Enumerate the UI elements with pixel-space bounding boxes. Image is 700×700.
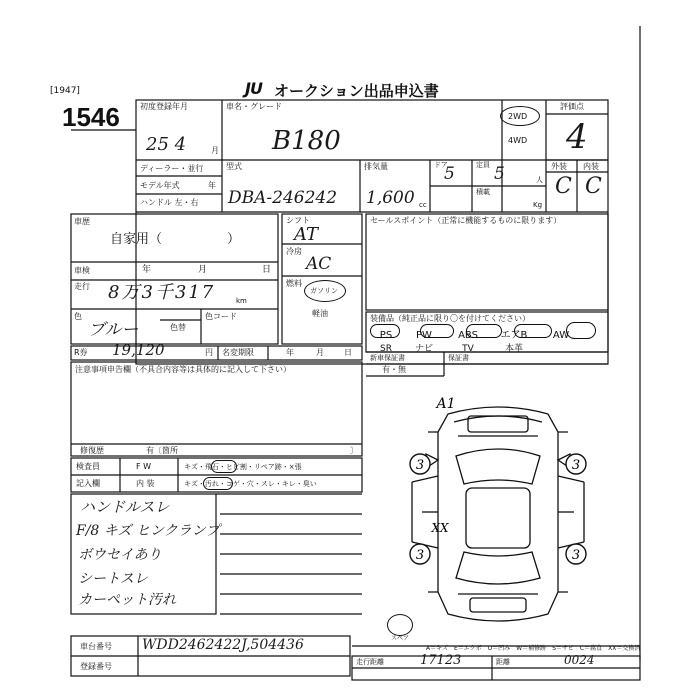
color-label: 色 (74, 312, 82, 321)
entry-label: 記入欄 (76, 479, 100, 488)
tire-mark-rr: 3 (571, 548, 581, 563)
recycle-label: R券 (74, 348, 88, 357)
capacity-label: 定員 (476, 161, 490, 169)
interior-options: キズ・汚れ・コゲ・穴・スレ・キレ・臭い (184, 480, 317, 488)
chassis-label: 車台番号 (80, 642, 112, 651)
recall-label: 新車保証書 (370, 354, 405, 362)
dealer-label: ディーラー・並行 (140, 164, 204, 173)
cooler-value: AC (306, 254, 332, 274)
equip-pw: PW (416, 330, 432, 341)
repair-value: 有〔箇所 (146, 446, 178, 455)
doors-value: 5 (444, 164, 455, 184)
equip-airbag: エアB (500, 330, 528, 341)
odometer-label: 走行距離 (356, 658, 384, 666)
year-value: 0024 (564, 653, 595, 667)
odometer-value: 17123 (420, 653, 462, 668)
fw-options: キズ・飛石・ヒビ割・リペア跡・×張 (184, 463, 302, 471)
fw-label: F W (136, 462, 152, 471)
inspection-year: 年 (142, 265, 152, 275)
equipment-row2 (370, 341, 538, 354)
doc-code: [1947] (50, 86, 80, 96)
model-year-unit: 年 (208, 181, 216, 190)
model-year-label: モデル年式 (140, 181, 180, 190)
fw-chip-circle (211, 460, 237, 473)
fuel-circle (304, 280, 346, 302)
equip-airbag-circle (514, 324, 552, 338)
drive-2wd-circle (500, 106, 540, 126)
remark-line-2: F/8 キズ ヒンクランプ (76, 523, 220, 539)
remark-line-4: シートスレ (78, 571, 148, 587)
registration-label: 登録番号 (80, 662, 112, 671)
spare-label: スペア (391, 635, 410, 642)
equip-tv: TV (462, 344, 474, 354)
score-value: 4 (566, 117, 588, 157)
recycle-value: 19,120 (112, 341, 165, 359)
score-label: 評価点 (560, 102, 584, 111)
car-name-label: 車名・グレード (226, 102, 282, 111)
inspector-label: 検査員 (76, 462, 100, 471)
capacity-value: 5 (494, 164, 505, 184)
interior-grade: C (585, 174, 602, 199)
color-code-label: 色コード (205, 312, 237, 321)
recycle-unit: 円 (205, 348, 213, 357)
diagram-top-label: A1 (436, 396, 456, 412)
inspection-month: 月 (198, 265, 208, 275)
fuel-label: 燃料 (286, 279, 302, 288)
exterior-grade: C (555, 174, 572, 199)
damage-code-legend: A＝キズ E＝エクボ U＝凹み W＝補修跡 S＝サビ C＝腐食 XX＝交換済 (426, 645, 641, 652)
handle-label: ハンドル 左・右 (140, 198, 199, 207)
title-change-label: 名変期限 (222, 348, 254, 357)
brand-logo: JU (245, 79, 262, 98)
first-reg-value: 25 4 (146, 134, 187, 155)
mileage-value: 8万3千317 (108, 282, 216, 303)
capacity-unit: 人 (536, 176, 543, 184)
recall-value: 有・無 (382, 365, 406, 374)
remark-line-3: ボウセイあり (78, 547, 162, 563)
type-label: 型式 (226, 162, 242, 171)
equip-aw-circle (566, 322, 596, 339)
cooler-label: 冷房 (286, 247, 302, 256)
equip-aw: AW (552, 330, 570, 341)
mileage-unit: km (236, 297, 247, 305)
equip-abs-circle (466, 324, 502, 338)
form-title: オークション出品申込書 (274, 82, 439, 100)
tire-mark-rl: 3 (415, 548, 425, 563)
equip-leather: 本革 (504, 344, 523, 354)
shift-label: シフト (286, 216, 310, 225)
interior-row-label: 内 装 (136, 479, 155, 488)
exterior-label: 外装 (551, 162, 567, 171)
first-reg-unit: 月 (211, 146, 219, 155)
equipment-title: 装備品（純正品に限り〇を付けてください） (370, 314, 530, 323)
usage-label: 車歴 (74, 217, 90, 226)
usage-value: 自家用（ ） (110, 232, 241, 247)
equip-pw-circle (420, 324, 454, 338)
inspection-label: 車検 (74, 266, 90, 275)
shift-value: AT (294, 224, 319, 245)
equip-sr: SR (380, 344, 392, 354)
sales-point-label: セールスポイント（正常に機能するものに限ります） (370, 216, 562, 225)
displacement-value: 1,600 (366, 188, 415, 208)
equip-ps-circle (370, 324, 400, 338)
tire-mark-fl: 3 (415, 458, 425, 473)
first-reg-label: 初度登録年月 (140, 102, 188, 111)
remark-line-1: ハンドルスレ (80, 498, 170, 516)
load-label: 積載 (476, 188, 490, 196)
title-change-day: 日 (344, 348, 352, 357)
remark-line-5: カーペット汚れ (78, 592, 176, 608)
equip-ps: PS (379, 330, 393, 341)
spare-tire-icon (387, 614, 413, 636)
displacement-unit: cc (419, 201, 427, 209)
title-change-month: 月 (316, 348, 324, 357)
title-change-year: 年 (286, 348, 294, 357)
repair-close: 〕 (350, 446, 358, 455)
equip-abs: ABS (458, 330, 478, 341)
drive-2wd: 2WD (508, 112, 528, 121)
notes-title: 注意事項申告欄（不具合内容等は具体的に記入して下さい） (75, 365, 291, 374)
car-name-value: B180 (272, 126, 341, 156)
lot-number: 1546 (62, 102, 120, 132)
doors-label: ドア (434, 161, 448, 169)
interior-dirt-circle (203, 477, 233, 490)
interior-label: 内装 (583, 162, 599, 171)
fuel-value: ガソリン (310, 287, 338, 295)
inspection-day: 日 (262, 265, 272, 275)
odometer-sub-label: 距離 (496, 658, 510, 666)
drive-4wd: 4WD (508, 136, 528, 145)
type-value: DBA-246242 (228, 188, 338, 208)
color-no-label: 色替 (170, 323, 186, 332)
displacement-label: 排気量 (364, 162, 388, 171)
tire-mark-fr: 3 (571, 458, 581, 473)
color-value: ブルー (88, 320, 139, 340)
equip-navi: ナビ (414, 344, 433, 354)
repair-label: 修復歴 (80, 446, 104, 455)
car-damage-diagram (392, 392, 604, 634)
load-unit: Kg (533, 201, 543, 209)
damage-mark-xx: XX (431, 521, 449, 535)
fuel-light-oil: 軽油 (312, 309, 328, 318)
mileage-label: 走行 (74, 282, 90, 291)
chassis-value: WDD2462422J,504436 (142, 637, 304, 653)
spare-label: 保証書 (448, 354, 469, 362)
